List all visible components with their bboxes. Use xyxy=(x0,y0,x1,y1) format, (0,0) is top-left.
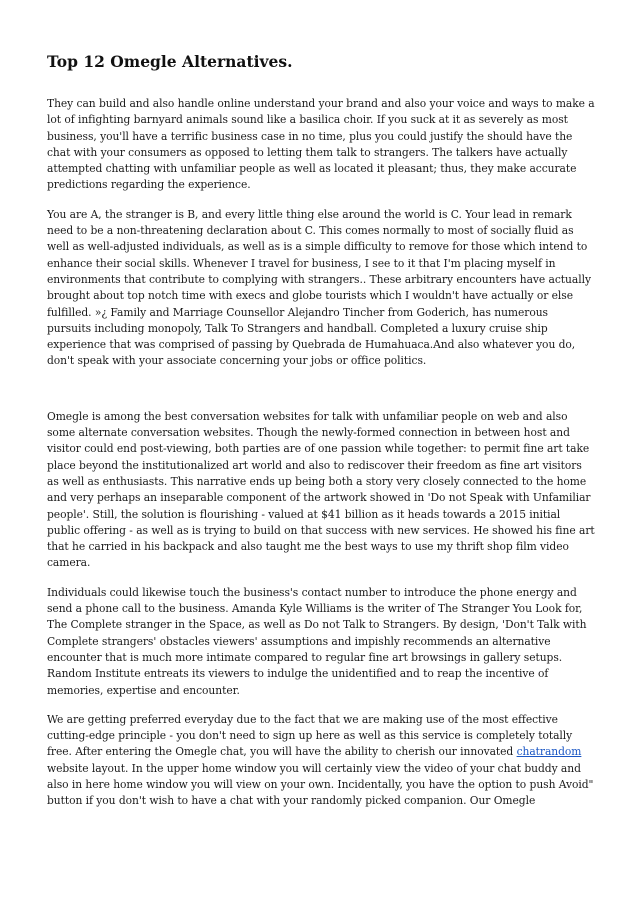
paragraph-5 xyxy=(47,712,595,810)
paragraph-2: You are A, the stranger is B, and every little thing else around the world is C. Your lead in remark need to be a non-threatening declaration about C. This comes normally to most of socially fluid as well as well-adjusted individuals, as well as is a simple difficulty to remove for those which intend to enhance their social skills. Whenever I travel for business, I see to it that I'm placing myself in environments that contribute to complying with strangers.. These arbitrary encounters have actually brought about top notch time with execs and globe tourists which I wouldn't have actually or else fulfilled. »¿ Family and Marriage Counsellor Alejandro Tincher from Goderich, has numerous pursuits including monopoly, Talk To Strangers and handball. Completed a luxury cruise ship experience that was comprised of passing by Quebrada de Humahuaca.And also whatever you do, don't speak with your associate concerning your jobs or office politics. xyxy=(47,207,591,368)
paragraph-3: Omegle is among the best conversation websites for talk with unfamiliar people on web and also some alternate conversation websites. Though the newly-formed connection in between host and visitor could end post-viewing, both parties are of one passion while together: to permit fine art take place beyond the institutionalized art world and also to rediscover their freedom as fine art visitors as well as enthusiasts. This narrative ends up being both a story very closely connected to the home and very perhaps an inseparable component of the artwork showed in 'Do not Speak with Unfamiliar people'. Still, the solution is flourishing - valued at $41 billion as it heads towards a 2015 initial public offering - as well as is trying to build on that success with new services. He showed his fine art that he carried in his backpack and also taught me the best ways to use my thrift shop film video camera. xyxy=(47,409,595,570)
chatrandom-link[interactable]: chatrandom xyxy=(516,745,582,759)
document-page xyxy=(47,52,595,823)
document-title: Top 12 Omegle Alternatives. xyxy=(47,52,293,71)
paragraph-5-text-before-link: We are getting preferred everyday due to the fact that we are making use of the most effective cutting-edge principle - you don't need to sign up here as well as this service is completely totally free. After entering the Omegle chat, you will have the ability to cherish our innovated xyxy=(47,712,573,759)
paragraph-1: They can build and also handle online understand your brand and also your voice and ways to make a lot of infighting barnyard animals sound like a basilica choir. If you suck at it as severely as most business, you'll have a terrific business case in no time, plus you could justify the should have the chat with your consumers as opposed to letting them talk to strangers. The talkers have actually attempted chatting with unfamiliar people as well as located it pleasant; thus, they make accurate predictions regarding the experience. xyxy=(47,97,595,192)
paragraph-4: Individuals could likewise touch the business's contact number to introduce the phone energy and send a phone call to the business. Amanda Kyle Williams is the writer of The Stranger You Look for, The Complete stranger in the Space, as well as Do not Talk to Strangers. By design, 'Don't Talk with Complete strangers' obstacles viewers' assumptions and impishly recommends an alternative encounter that is much more intimate compared to regular fine art browsings in gallery setups. Random Institute entreats its viewers to indulge the unidentified and to reap the incentive of memories, expertise and encounter. xyxy=(47,585,587,697)
paragraph-5-text-after-link: website layout. In the upper home window you will certainly view the video of your chat buddy and also in here home window you will view on your own. Incidentally, you have the option to push Avoid" button if you don't wish to have a chat with your randomly picked companion. Our Omegle xyxy=(47,761,594,808)
